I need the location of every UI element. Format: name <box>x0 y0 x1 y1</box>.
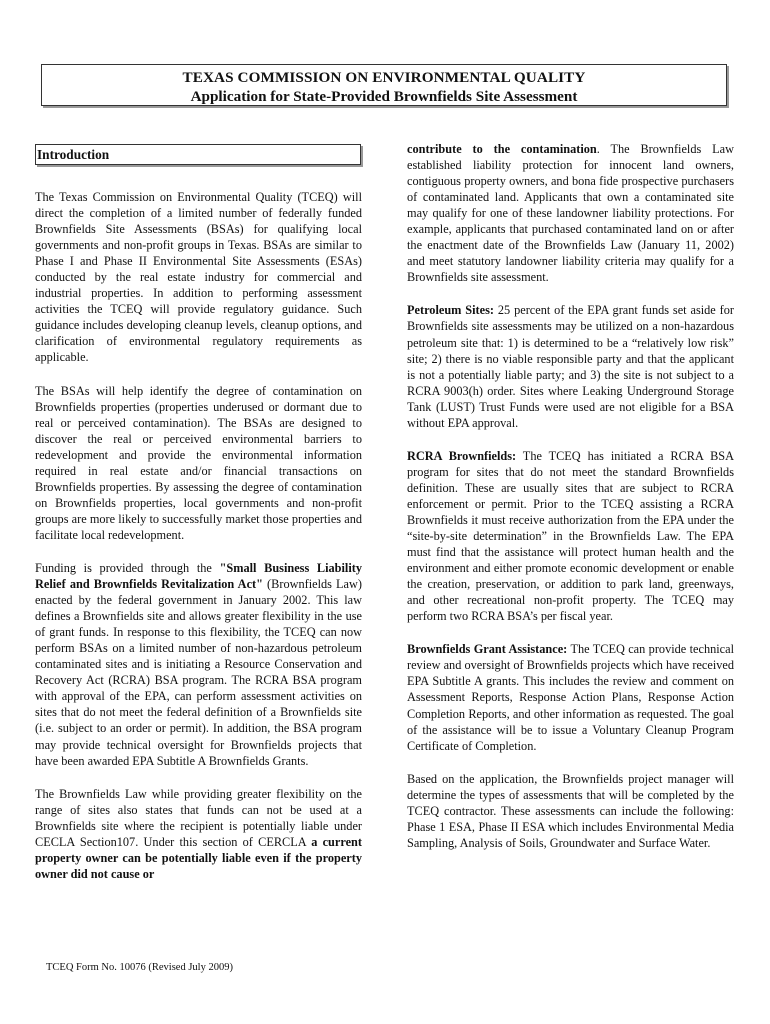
agency-title: TEXAS COMMISSION ON ENVIRONMENTAL QUALITY <box>182 69 586 86</box>
grant-paragraph <box>407 641 734 753</box>
p4-bold: a current property owner can be potentially liable even if the property owner did not cause or <box>35 834 362 881</box>
p4-body: The Brownfields Law while providing greater flexibility on the range of sites also states that funds can not be used at a Brownfields site where the recipient is potentially liable under CECLA Section107. Under this section of CERCLA <box>35 786 362 849</box>
rcra-paragraph <box>407 448 734 625</box>
right-column <box>407 141 734 868</box>
petroleum-text: 25 percent of the EPA grant funds set aside for Brownfields site assessments may be utilized on a non-hazardous petroleum site that: 1) is determined to be a “relatively low risk” site; 2) there is no viable responsible party and that the applicant is not a potentially liable party; and 3) the site is not subject to a RCRA 9003(h) order. Sites where Leaking Underground Storage Tank (LUST) Trust Funds were used are not eligible for a BSA without EPA approval. <box>407 303 734 430</box>
document-title-box <box>41 64 727 106</box>
rcra-label: RCRA Brownfields: <box>407 448 517 463</box>
liability-text: . The Brownfields Law established liability protection for innocent land owners, contiguous property owners, and bona fide prospective purchasers of contaminated land. Applicants that own a contaminated site may qualify for one of these landowner liability protections. For example, applicants that purchased contaminated land on or after the enactment date of the Brownfields Law (January 11, 2002) and meet statutory landowner liability criteria may qualify for a Brownfields site assessment. <box>407 142 734 285</box>
assessment-types-paragraph: Based on the application, the Brownfields project manager will determine the types of assessments that will be completed by the TCEQ contractor. These assessments can include the following: Phase 1 ESA, Phase II ESA which includes Environmental Media Sampling, Analysis of Soils, Groundwater and Surface Water. <box>407 771 734 850</box>
liability-paragraph <box>407 141 734 285</box>
form-title: Application for State-Provided Brownfields Site Assessment <box>190 88 578 105</box>
intro-paragraph-1: The Texas Commission on Environmental Quality (TCEQ) will direct the completion of a limited number of federally funded Brownfields Site Assessments (BSAs) for qualifying local governments and non-profit groups in Texas. BSAs are similar to Phase I and Phase II Environmental Site Assessments (ESAs) conducted by the real estate industry for commercial and industrial properties. In addition to performing assessment activities the TCEQ will provide regulatory guidance. Such guidance includes developing cleanup levels, cleanup options, and clarification of environmental regulatory requirements as applicable. <box>35 190 362 365</box>
petroleum-paragraph <box>407 302 734 430</box>
left-column <box>35 144 362 899</box>
grant-text: The TCEQ can provide technical review and oversight of Brownfields projects which have received EPA Subtitle A grants. This includes the review and comment on Assessment Reports, Response Action Plans, Response Action Completion Reports, and other information as requested. The goal of the assistance will be to issue a Voluntary Cleanup Program Certificate of Completion. <box>407 642 735 753</box>
form-number-footer: TCEQ Form No. 10076 (Revised July 2009) <box>46 962 233 973</box>
p3-lead: Funding is provided through the <box>35 560 220 575</box>
rcra-text: The TCEQ has initiated a RCRA BSA program for sites that do not meet the standard Brownfields definition. These are usually sites that are subject to RCRA enforcement or permit. Prior to the TCEQ assisting a RCRA Brownfields it must receive authorization from the EPA under the “site-by-site determination” in the Brownfields Law. The EPA must find that the assistance will protect human health and the environment and either promote economic development or enable the creation, preservation, or addition to park land, greenways, and other recreational non-profit property. The TCEQ may perform two RCRA BSA’s per fiscal year. <box>407 448 734 624</box>
p3-body: (Brownfields Law) enacted by the federal government in January 2002. This law defines a Brownfields site and allows greater flexibility in the use of grant funds. In response to this flexibility, the TCEQ can now perform BSAs on a limited number of non-hazardous petroleum contaminated sites and is initiating a Resource Conservation and Recovery Act (RCRA) BSA program. The RCRA BSA program with approval of the EPA, can perform assessment activities on sites that do not meet the federal definition of a Brownfields site (i.e. subject to an order or permit). In addition, the BSA program may provide technical oversight for Brownfields projects that have been awarded EPA Subtitle A Brownfields Grants. <box>35 577 362 768</box>
intro-paragraph-4 <box>35 786 362 882</box>
intro-paragraph-3 <box>35 560 362 769</box>
petroleum-label: Petroleum Sites: <box>407 303 494 318</box>
liability-bold: contribute to the contamination <box>407 142 597 156</box>
intro-paragraph-2: The BSAs will help identify the degree of contamination on Brownfields properties (properties underused or dormant due to real or perceived contamination). The BSAs are designed to discover the real or perceived environmental barriers to redevelopment and provide the environmental information required in real estate and/or financial transactions on Brownfields properties. By assessing the degree of contamination on Brownfields properties, local governments and non-profit groups are more likely to successfully market those properties and facilitate local redevelopment. <box>35 383 362 542</box>
grant-label: Brownfields Grant Assistance: <box>407 642 568 657</box>
introduction-heading: Introduction <box>35 144 361 165</box>
act-name: "Small Business Liability Relief and Brownfields Revitalization Act" <box>35 560 363 592</box>
